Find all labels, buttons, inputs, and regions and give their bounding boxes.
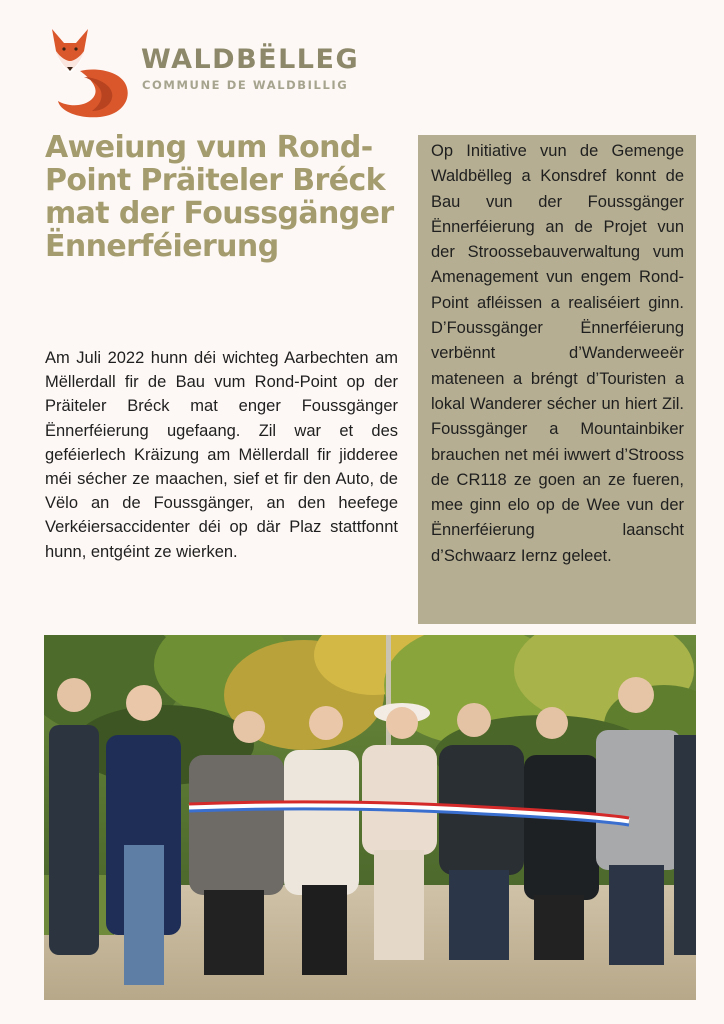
- ribbon-cutting-photo: [44, 635, 696, 1000]
- article-headline: Aweiung vum Rond-Point Präiteler Bréck mat der Foussgänger Ënnerféierung: [45, 130, 394, 264]
- brand-name: WALDBËLLEG: [141, 44, 360, 75]
- brand-subtitle: COMMUNE DE WALDBILLIG: [142, 78, 349, 92]
- fox-logo-icon: [44, 27, 134, 119]
- article-sidebar-text: Op Initiative vun de Gemenge Waldbëlleg a Konsdref konnt de Bau vun der Foussgänger Ënnerféierung an de Projet vun der Stroossebauverwaltung vum Amenagement vun engem Rond-Point afléissen a realiséiert ginn. D’Foussgänger Ënnerféierung verbënnt d’Wanderweeër mateneen a bréngt d’Touristen a lokal Wanderer sécher un hiert Zil. Foussgänger a Mountainbiker brauchen net méi iwwert d’Strooss de CR118 ze goen an ze fueren, mee ginn elo op de Wee vun der Ënnerféierung laanscht d’Schwaarz Iernz geleet.: [431, 142, 684, 565]
- article-intro: Am Juli 2022 hunn déi wichteg Aarbechten am Mëllerdall fir de Bau vum Rond-Point op der Präiteler Bréck mat enger Foussgänger Ënnerféierung ugefaang. Zil war et des geféierlech Kräizung am Mëllerdall fir jidderee méi sécher ze maachen, sief et fir den Auto, de Vëlo an de Foussgänger, an den heefege Verkéiersaccidenter déi op där Plaz stattfonnt hunn, entgéint ze wierken.: [45, 349, 398, 561]
- article-sidebar-box: [418, 135, 696, 624]
